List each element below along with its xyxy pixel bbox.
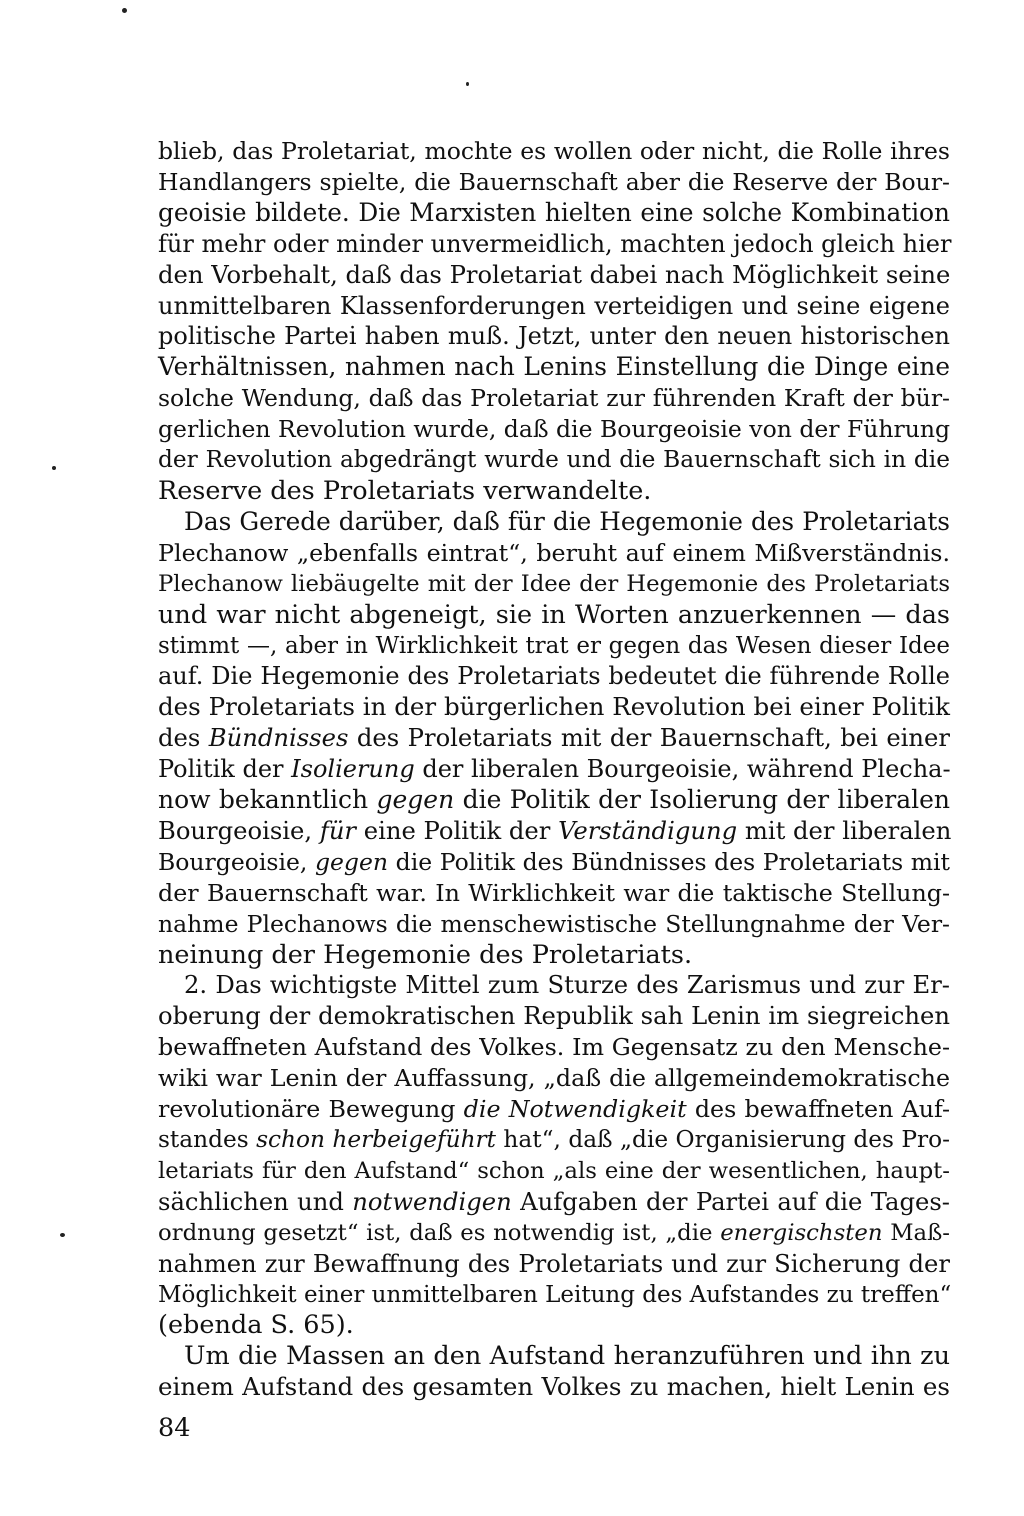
scan-speck bbox=[122, 8, 127, 13]
text-run: des bbox=[158, 723, 209, 753]
text-run: Verhältnissen, nahmen nach Lenins Einstellung die Dinge eine bbox=[158, 352, 950, 382]
text-run: eine Politik der bbox=[356, 815, 559, 845]
text-run: des Proletariats in der bürgerlichen Revolution bei einer Politik bbox=[158, 692, 950, 722]
scan-speck bbox=[52, 466, 56, 470]
text-run: die Politik des Bündnisses des Proletariats mit bbox=[388, 847, 950, 876]
text-line bbox=[158, 507, 950, 538]
text-run: hat“, daß „die Organisierung des Pro- bbox=[496, 1126, 950, 1153]
text-run: solche Wendung, daß das Proletariat zur führenden Kraft der bür- bbox=[158, 384, 950, 413]
emphasis-text: Verständigung bbox=[558, 815, 738, 845]
text-run: Aufgaben der Partei auf die Tages- bbox=[511, 1186, 950, 1216]
page-body bbox=[158, 136, 950, 1403]
text-line bbox=[158, 631, 950, 662]
text-run: standes bbox=[158, 1126, 257, 1153]
text-line bbox=[158, 476, 950, 507]
text-run: bewaffneten Aufstand des Volkes. Im Gegensatz zu den Mensche- bbox=[158, 1033, 950, 1062]
text-line bbox=[158, 136, 950, 167]
emphasis-text: gegen bbox=[376, 785, 455, 815]
emphasis-text: schon herbeigeführt bbox=[256, 1126, 497, 1153]
text-line bbox=[158, 1187, 950, 1218]
text-line bbox=[158, 1310, 950, 1341]
text-line bbox=[158, 291, 950, 322]
text-run: now bekanntlich bbox=[158, 785, 377, 815]
text-line bbox=[158, 970, 950, 1001]
text-line bbox=[158, 414, 950, 445]
text-run: neinung der Hegemonie des Proletariats. bbox=[158, 939, 693, 970]
paragraph bbox=[158, 136, 950, 507]
text-line bbox=[158, 1280, 950, 1311]
text-line bbox=[158, 1156, 950, 1187]
text-run: ordnung gesetzt“ ist, daß es notwendig ist, „die bbox=[158, 1219, 721, 1246]
text-run: der Revolution abgedrängt wurde und die Bauernschaft sich in die bbox=[158, 446, 950, 474]
text-run: sächlichen und bbox=[158, 1186, 353, 1216]
text-line bbox=[158, 198, 950, 229]
text-run: des Proletariats mit der Bauernschaft, bei einer bbox=[348, 723, 950, 753]
paragraph bbox=[158, 1341, 950, 1403]
text-run: blieb, das Proletariat, mochte es wollen oder nicht, die Rolle ihres bbox=[158, 137, 950, 165]
text-run: Politik der bbox=[158, 755, 292, 784]
text-run: gerlichen Revolution wurde, daß die Bourgeoisie von der Führung bbox=[158, 415, 951, 444]
text-run: (ebenda S. 65). bbox=[158, 1310, 354, 1341]
text-run: Plechanow „ebenfalls eintrat“, beruht auf einem Mißverständnis. bbox=[158, 538, 950, 567]
text-run: oberung der demokratischen Republik sah Lenin im siegreichen bbox=[158, 1001, 950, 1031]
text-line bbox=[158, 940, 950, 971]
text-line bbox=[158, 383, 950, 414]
emphasis-text: gegen bbox=[314, 847, 389, 876]
text-line bbox=[158, 1249, 950, 1280]
text-run: wiki war Lenin der Auffassung, „daß die allgemeindemokratische bbox=[158, 1064, 950, 1093]
scan-speck bbox=[60, 1233, 65, 1237]
text-run: einem Aufstand des gesamten Volkes zu machen, hielt Lenin es bbox=[158, 1372, 950, 1402]
text-line bbox=[158, 352, 950, 383]
text-run: Um die Massen an den Aufstand heranzuführen und ihn zu bbox=[184, 1341, 950, 1372]
text-line bbox=[158, 260, 950, 291]
text-line bbox=[158, 1125, 950, 1156]
text-line bbox=[158, 692, 950, 723]
text-line bbox=[158, 754, 950, 785]
scan-speck bbox=[466, 82, 469, 86]
text-run: Bourgeoisie, bbox=[158, 847, 315, 876]
text-line bbox=[158, 1218, 950, 1249]
text-line bbox=[158, 321, 950, 352]
text-run: auf. Die Hegemonie des Proletariats bedeutet die führende Rolle bbox=[158, 662, 950, 691]
text-run: Möglichkeit einer unmittelbaren Leitung des Aufstandes zu treffen“ bbox=[158, 1281, 952, 1308]
text-run: für mehr oder minder unvermeidlich, machten jedoch gleich hier bbox=[158, 229, 952, 258]
text-run: den Vorbehalt, daß das Proletariat dabei nach Möglichkeit seine bbox=[158, 259, 951, 289]
page-number: 84 bbox=[158, 1413, 191, 1443]
emphasis-text: Bündnisses bbox=[208, 723, 349, 753]
text-line bbox=[158, 229, 950, 260]
text-run: Das Gerede darüber, daß für die Hegemonie des Proletariats bbox=[184, 506, 950, 536]
text-line bbox=[158, 1341, 950, 1372]
text-run: die Politik der Isolierung der liberalen bbox=[454, 785, 951, 815]
text-line bbox=[158, 816, 950, 847]
text-run: der liberalen Bourgeoisie, während Plecha- bbox=[414, 755, 951, 784]
text-run: des bewaffneten Auf- bbox=[686, 1095, 951, 1124]
emphasis-text: notwendigen bbox=[352, 1186, 512, 1216]
emphasis-text: die Notwendigkeit bbox=[463, 1095, 687, 1124]
text-line bbox=[158, 1001, 950, 1032]
text-run: mit der liberalen bbox=[737, 815, 952, 845]
text-run: der Bauernschaft war. In Wirklichkeit war die taktische Stellung- bbox=[158, 878, 950, 907]
text-line bbox=[158, 661, 950, 692]
text-line bbox=[158, 538, 950, 569]
text-line bbox=[158, 569, 950, 600]
text-line bbox=[158, 878, 950, 909]
text-line bbox=[158, 1063, 950, 1094]
text-line bbox=[158, 1094, 950, 1125]
text-line bbox=[158, 1032, 950, 1063]
emphasis-text: Isolierung bbox=[291, 755, 415, 784]
text-run: politische Partei haben muß. Jetzt, unter den neuen historischen bbox=[158, 322, 950, 351]
text-line bbox=[158, 445, 950, 476]
text-line bbox=[158, 909, 950, 940]
text-line bbox=[158, 847, 950, 878]
text-run: und war nicht abgeneigt, sie in Worten anzuerkennen — das bbox=[158, 599, 950, 630]
text-run: Plechanow liebäugelte mit der Idee der Hegemonie des Proletariats bbox=[158, 570, 950, 597]
text-run: Reserve des Proletariats verwandelte. bbox=[158, 475, 652, 506]
text-run: Handlangers spielte, die Bauernschaft aber die Reserve der Bour- bbox=[158, 167, 950, 196]
text-run: unmittelbaren Klassenforderungen verteidigen und seine eigene bbox=[158, 291, 950, 320]
text-line bbox=[158, 785, 950, 816]
text-run: nahme Plechanows die menschewistische Stellungnahme der Ver- bbox=[158, 909, 950, 938]
text-line bbox=[158, 723, 950, 754]
emphasis-text: energischsten bbox=[720, 1219, 883, 1246]
text-line bbox=[158, 167, 950, 198]
text-line bbox=[158, 600, 950, 631]
paragraph bbox=[158, 507, 950, 971]
text-run: letariats für den Aufstand“ schon „als eine der wesentlichen, haupt- bbox=[158, 1157, 950, 1184]
text-run: geoisie bildete. Die Marxisten hielten eine solche Kombination bbox=[158, 197, 950, 227]
emphasis-text: für bbox=[319, 815, 357, 845]
paragraph bbox=[158, 970, 950, 1341]
text-run: stimmt —, aber in Wirklichkeit trat er gegen das Wesen dieser Idee bbox=[158, 632, 950, 659]
text-run: Bourgeoisie, bbox=[158, 815, 320, 845]
text-run: revolutionäre Bewegung bbox=[158, 1095, 464, 1124]
text-line bbox=[158, 1372, 950, 1403]
text-run: 2. Das wichtigste Mittel zum Sturze des Zarismus und zur Er- bbox=[184, 970, 950, 1000]
text-run: Maß- bbox=[882, 1219, 950, 1246]
text-run: nahmen zur Bewaffnung des Proletariats und zur Sicherung der bbox=[158, 1248, 950, 1278]
